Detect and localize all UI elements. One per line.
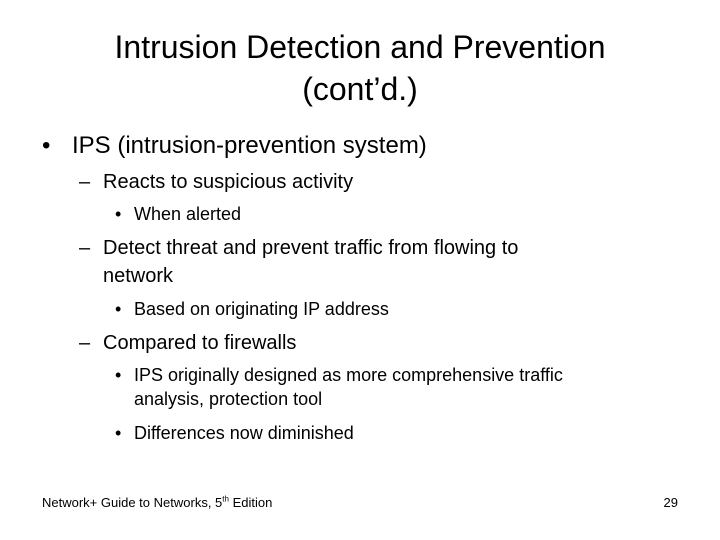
bullet-level3-ips-designed [115,363,563,411]
bullet-marker: • [42,132,51,159]
bullet-level3-differences [115,421,354,445]
bullet-level2-compared-firewalls [79,329,297,357]
bullet-text-line-2: network [103,265,174,287]
bullet-text: Compared to firewalls [103,332,297,354]
dash-marker: – [79,332,91,354]
bullet-marker: • [115,365,122,385]
slide-title-line-1: Intrusion Detection and Prevention [114,29,606,65]
footer-source [42,494,272,512]
bullet-text: Based on originating IP address [134,299,389,319]
bullet-level1-ips [42,131,427,161]
bullet-text: When alerted [134,204,242,224]
bullet-marker: • [115,204,122,224]
bullet-text: IPS (intrusion-prevention system) [72,132,427,159]
bullet-text-line-1: Detect threat and prevent traffic from flowing to [103,237,519,259]
slide-title [40,26,680,110]
bullet-text: Differences now diminished [134,423,354,443]
footer-source-suffix: Edition [228,495,273,510]
footer-source-superscript: th [222,494,229,504]
slide-title-line-2: (cont’d.) [302,71,418,107]
bullet-marker: • [115,423,122,443]
dash-marker: – [79,237,91,259]
bullet-level3-originating-ip [115,297,389,321]
bullet-level3-when-alerted [115,202,242,226]
dash-marker: – [79,171,91,193]
footer-source-prefix: Network+ Guide to Networks, 5 [42,495,223,510]
bullet-text-line-1: IPS originally designed as more comprehensive traffic [134,365,563,385]
page-number: 29 [663,495,678,510]
bullet-marker: • [115,299,122,319]
bullet-level2-detect-threat [79,234,519,290]
bullet-text-line-2: analysis, protection tool [134,389,323,409]
bullet-level2-reacts [79,168,354,196]
bullet-text: Reacts to suspicious activity [103,171,354,193]
